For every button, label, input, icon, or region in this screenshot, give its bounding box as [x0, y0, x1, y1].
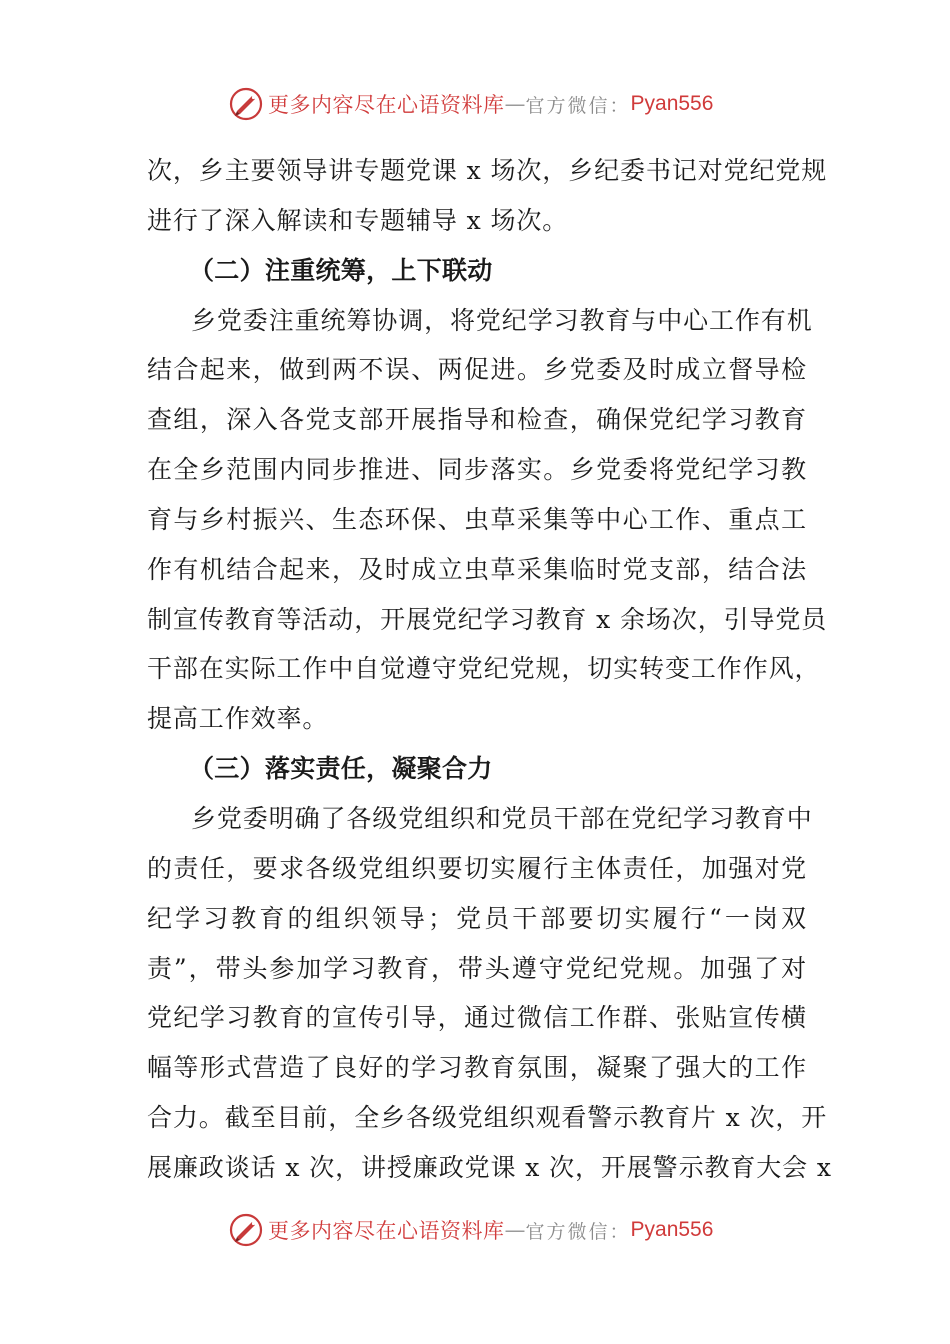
text-line: 干部在实际工作中自觉遵守党纪党规，切实转变工作作风， — [147, 654, 821, 684]
text-line: 结合起来，做到两不误、两促进。乡党委及时成立督导检 — [147, 355, 807, 385]
banner-text: 更多内容尽在心语资料库 — [268, 93, 505, 117]
paragraph-first-line: 乡党委注重统筹协调，将党纪学习教育与中心工作有机 — [191, 305, 813, 335]
section-heading: （二）注重统筹，上下联动 — [189, 255, 493, 285]
text-line: 合力。截至目前，全乡各级党组织观看警示教育片 x 次，开 — [147, 1103, 828, 1133]
banner-official-label: 官方微信： — [525, 94, 631, 117]
banner-dash: — — [504, 92, 526, 116]
text-line: 查组，深入各党支部开展指导和检查，确保党纪学习教育 — [147, 405, 807, 435]
text-line: 的责任，要求各级党组织要切实履行主体责任，加强对党 — [147, 853, 807, 883]
text-line: 党纪学习教育的宣传引导，通过微信工作群、张贴宣传横 — [147, 1003, 807, 1033]
pen-logo-icon — [228, 86, 264, 122]
banner-wechat-id: Pyan556 — [630, 92, 714, 115]
banner-official-label: 官方微信： — [525, 1220, 631, 1243]
paragraph-first-line: 乡党委明确了各级党组织和党员干部在党纪学习教育中 — [191, 803, 813, 833]
text-line: 提高工作效率。 — [147, 704, 329, 734]
text-line: 幅等形式营造了良好的学习教育氛围，凝聚了强大的工作 — [147, 1053, 807, 1083]
header-watermark-banner — [228, 84, 748, 124]
text-line: 在全乡范围内同步推进、同步落实。乡党委将党纪学习教 — [147, 455, 807, 485]
document-body — [147, 146, 832, 1193]
pen-logo-icon — [228, 1212, 264, 1248]
text-line: 展廉政谈话 x 次，讲授廉政党课 x 次，开展警示教育大会 x — [147, 1152, 832, 1182]
text-line: 进行了深入解读和专题辅导 x 场次。 — [147, 205, 569, 235]
text-line: 育与乡村振兴、生态环保、虫草采集等中心工作、重点工 — [147, 504, 807, 534]
footer-watermark-banner — [228, 1210, 748, 1250]
text-line: 纪学习教育的组织领导；党员干部要切实履行“一岗双 — [147, 903, 807, 933]
section-heading: （三）落实责任，凝聚合力 — [189, 754, 493, 784]
text-line: 责”，带头参加学习教育，带头遵守党纪党规。加强了对 — [147, 953, 807, 983]
banner-dash: — — [504, 1218, 526, 1242]
text-line: 制宣传教育等活动，开展党纪学习教育 x 余场次，引导党员 — [147, 604, 828, 634]
banner-wechat-id: Pyan556 — [630, 1218, 714, 1241]
text-line: 次，乡主要领导讲专题党课 x 场次，乡纪委书记对党纪党规 — [147, 156, 828, 185]
banner-text: 更多内容尽在心语资料库 — [268, 1219, 505, 1243]
text-line: 作有机结合起来，及时成立虫草采集临时党支部，结合法 — [147, 554, 807, 584]
